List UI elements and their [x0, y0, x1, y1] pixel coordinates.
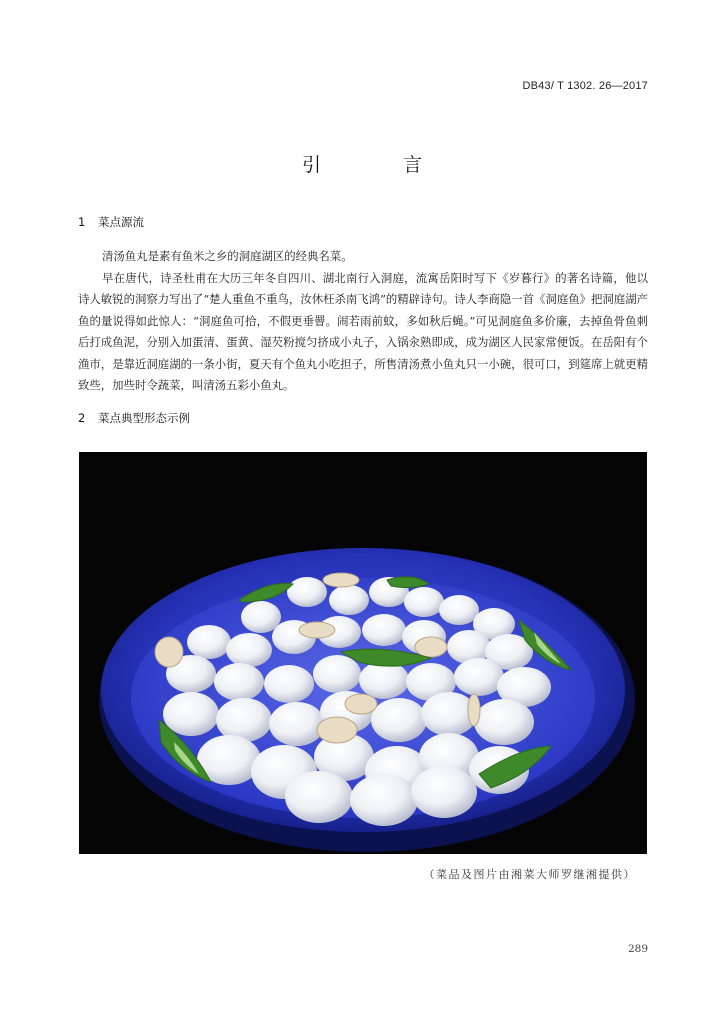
section-number: 2	[78, 411, 86, 425]
section-1-body	[78, 246, 648, 397]
figure-caption: （菜品及图片由湘菜大师罗继湘提供）	[423, 868, 636, 881]
page-number: 289	[627, 943, 648, 955]
paragraph: 早在唐代，诗圣杜甫在大历三年冬自四川、湖北南行入洞庭，流寓岳阳时写下《岁暮行》的著名诗篇，他以诗人敏锐的洞察力写出了“楚人重鱼不重鸟，汝休枉杀南飞鸿”的精辟诗句。诗人李商隐一首《洞庭鱼》把洞庭湖产鱼的量说得如此惊人：“洞庭鱼可拾，不假更垂罾。闹若雨前蚊，多如秋后蝇。”可见洞庭鱼多价廉，去掉鱼骨鱼刺后打成鱼泥，分别入加蛋清、蛋黄、湿芡粉搅匀挤成小丸子，入锅汆熟即成，成为湖区人民家常便饭。在岳阳有个渔市，是靠近洞庭湖的一条小街，夏天有个鱼丸小吃担子，所售清汤煮小鱼丸只一小碗，很可口，到筵席上就更精致些，加些时令蔬菜，叫清汤五彩小鱼丸。	[78, 270, 648, 392]
document-code: DB43/ T 1302. 26—2017	[522, 80, 648, 92]
page-title: 引 言	[301, 154, 461, 176]
section-1-heading	[78, 214, 144, 230]
dish-photo	[79, 452, 647, 854]
section-title: 菜点源流	[98, 215, 144, 229]
section-2-heading	[78, 410, 190, 426]
paragraph: 清汤鱼丸是素有鱼米之乡的洞庭湖区的经典名菜。	[102, 249, 353, 263]
section-number: 1	[78, 215, 86, 229]
section-title: 菜点典型形态示例	[98, 411, 190, 425]
fish-ball-soup-image	[79, 452, 647, 854]
